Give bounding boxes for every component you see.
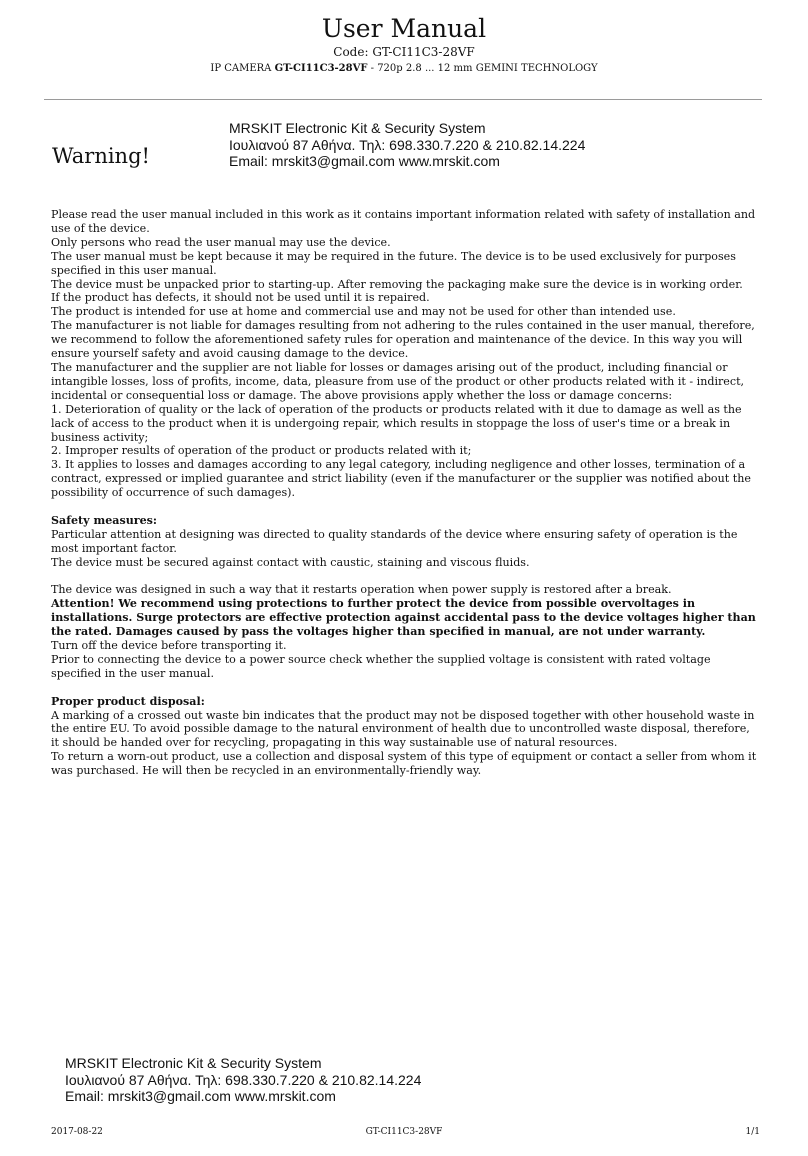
safety-paragraph: The device must be secured against contact with caustic, staining and viscous fluids. — [51, 555, 530, 569]
footer-model: GT-CI11C3-28VF — [365, 1127, 443, 1137]
disposal-heading: Proper product disposal: — [51, 694, 205, 708]
company-name: MRSKIT Electronic Kit & Security System — [65, 1055, 322, 1071]
company-contact: Email: mrskit3@gmail.com www.mrskit.com — [229, 153, 500, 169]
warning-paragraph: The manufacturer is not liable for damages resulting from not adhering to the rules contained in the user manual, therefore, we recommend to follow the aforementioned safety rules for operation and maintenance of the device. In this way you will ensure yourself safety and avoid causing damage to the device. — [51, 319, 755, 361]
company-info-bottom — [65, 1055, 421, 1105]
warning-paragraph: The user manual must be kept because it may be required in the future. The device is to be used exclusively for purposes specified in this user manual. — [51, 249, 736, 277]
header-divider — [44, 99, 762, 100]
warning-paragraph: If the product has defects, it should not be used until it is repaired. — [51, 291, 430, 305]
safety-paragraph: Particular attention at designing was directed to quality standards of the device where ensuring safety of operation is the most important factor. — [51, 527, 738, 555]
spacer — [51, 570, 759, 584]
warning-paragraph: The product is intended for use at home and commercial use and may not be used for other than intended use. — [51, 305, 676, 319]
safety-paragraph: Prior to connecting the device to a power source check whether the supplied voltage is consistent with rated voltage specified in the user manual. — [51, 652, 711, 680]
spacer — [51, 681, 759, 695]
company-contact: Email: mrskit3@gmail.com www.mrskit.com — [65, 1088, 336, 1104]
warning-heading: Warning! — [52, 144, 150, 168]
spacer — [51, 500, 759, 514]
subtitle-model: GT-CI11C3-28VF — [274, 63, 368, 74]
company-name: MRSKIT Electronic Kit & Security System — [229, 120, 486, 136]
footer-date: 2017-08-22 — [51, 1127, 103, 1137]
safety-heading: Safety measures: — [51, 513, 158, 527]
disposal-paragraph: To return a worn-out product, use a collection and disposal system of this type of equipment or contact a seller from whom it was purchased. He will then be recycled in an environmentally-friendly way. — [51, 750, 757, 778]
warning-paragraph: The device must be unpacked prior to starting-up. After removing the packaging make sure the device is in working order. — [51, 277, 743, 291]
disposal-paragraph: A marking of a crossed out waste bin indicates that the product may not be disposed together with other household waste in the entire EU. To avoid possible damage to the natural environment of health due to uncontrolled waste disposal, therefore, it should be handed over for recycling, propagating in this way sustainable use of natural resources. — [51, 708, 755, 750]
product-subtitle — [0, 62, 808, 75]
product-code: Code: GT-CI11C3-28VF — [333, 45, 475, 59]
manual-content — [51, 208, 759, 778]
subtitle-prefix: IP CAMERA — [210, 63, 275, 74]
warning-list-item: 3. It applies to losses and damages according to any legal category, including negligence and other losses, termination of a contract, expressed or implied guarantee and strict liability (even if the manufacturer or the supplier was notified about the possibility of occurrence of such damages). — [51, 458, 751, 500]
page-title: User Manual — [321, 14, 487, 43]
company-address: Ιουλιανού 87 Αθήνα. Τηλ: 698.330.7.220 & 210.82.14.224 — [65, 1071, 422, 1088]
warning-paragraph: Please read the user manual included in this work as it contains important information related with safety of installation and use of the device. — [51, 208, 756, 235]
company-address: Ιουλιανού 87 Αθήνα. Τηλ: 698.330.7.220 & 210.82.14.224 — [229, 136, 586, 153]
document-header — [0, 14, 808, 75]
company-info-top — [229, 120, 585, 170]
safety-paragraph: Turn off the device before transporting it. — [51, 639, 287, 653]
warning-paragraph: Only persons who read the user manual may use the device. — [51, 235, 391, 249]
safety-paragraph: The device was designed in such a way that it restarts operation when power supply is restored after a break. — [51, 583, 672, 597]
attention-notice: Attention! We recommend using protections to further protect the device from possible overvoltages in installations. Surge protectors are effective protection against accidental pass to the device voltages higher than the rated. Damages caused by pass the voltages higher than specified in manual, are not under warranty. — [51, 597, 756, 639]
warning-paragraph: The manufacturer and the supplier are not liable for losses or damages arising out of the product, including financial or intangible losses, loss of profits, income, data, pleasure from use of the product or other products related with it - indirect, incidental or consequential loss or damage. The above provisions apply whether the loss or damage concerns: — [51, 360, 745, 402]
footer-page-number: 1/1 — [745, 1127, 760, 1137]
warning-list-item: 2. Improper results of operation of the product or products related with it; — [51, 444, 472, 458]
warning-list-item: 1. Deterioration of quality or the lack of operation of the products or products related with it due to damage as well as the lack of access to the product when it is undergoing repair, which results in stoppage the loss of user's time or a break in business activity; — [51, 402, 742, 444]
subtitle-suffix: - 720p 2.8 ... 12 mm GEMINI TECHNOLOGY — [367, 63, 598, 74]
